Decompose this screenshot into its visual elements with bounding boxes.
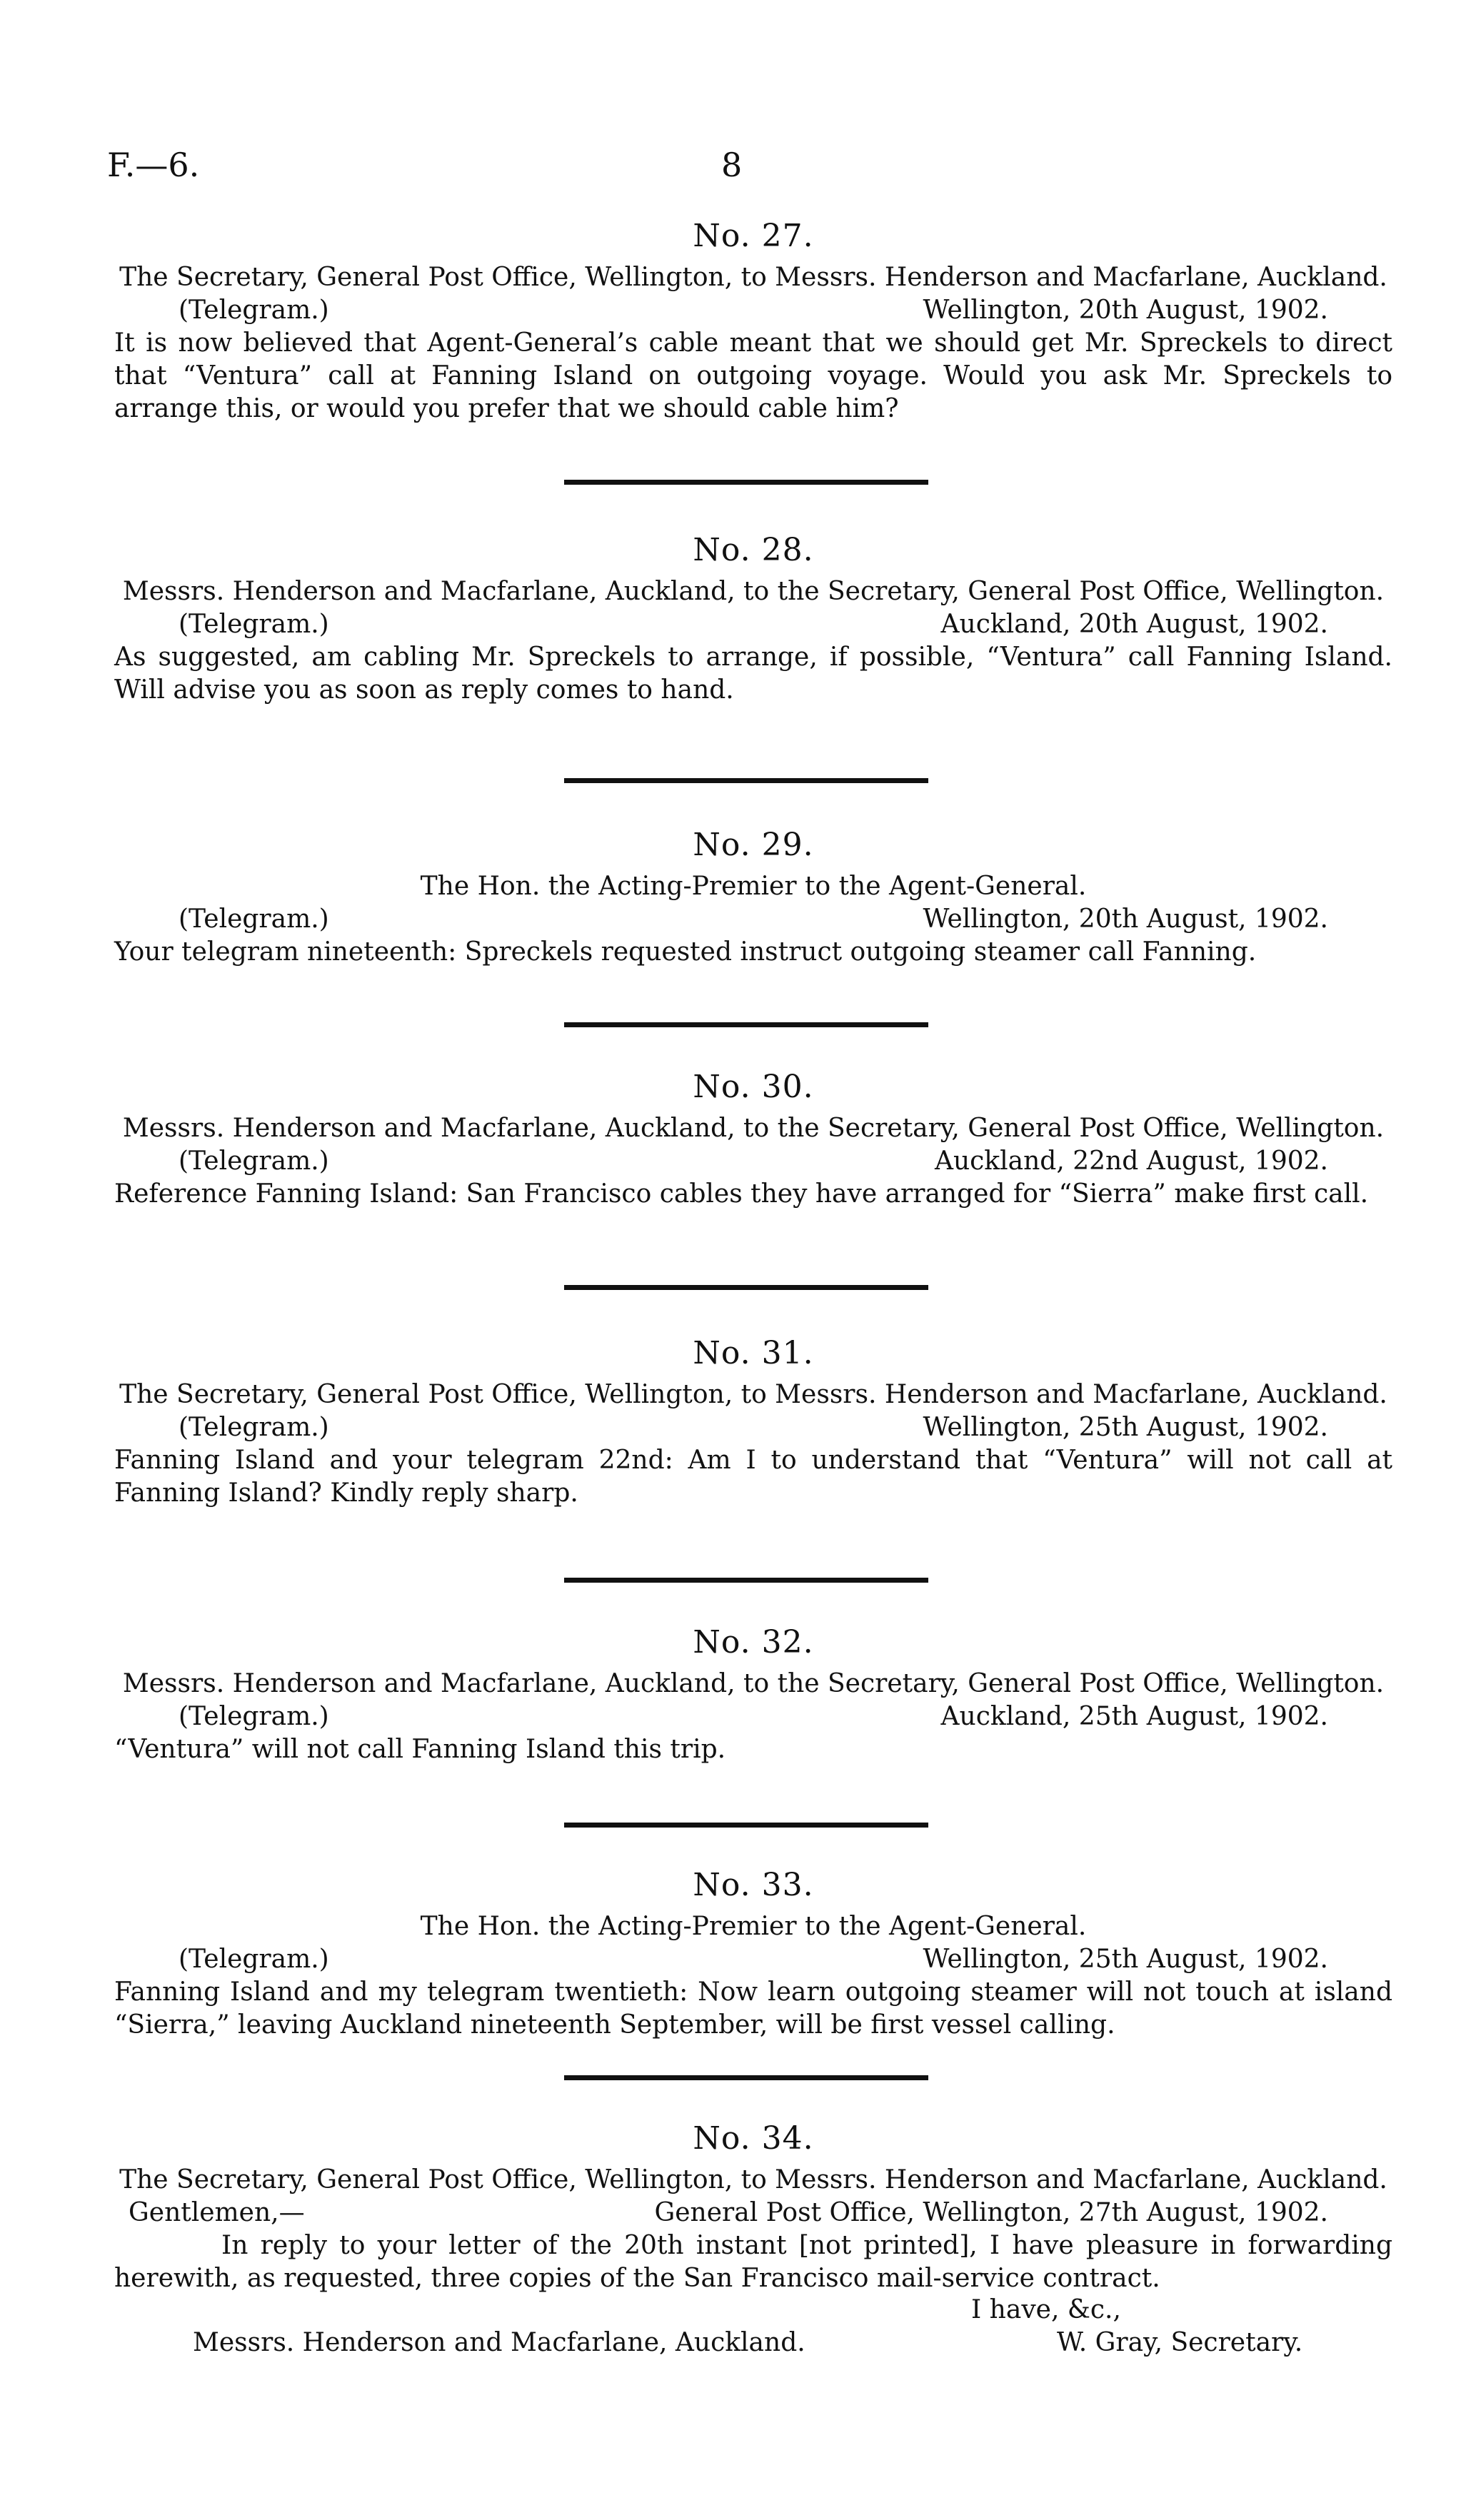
entry-address: The Hon. the Acting-Premier to the Agent-General.: [420, 872, 1087, 901]
entry-meta: [114, 1945, 1392, 1976]
entry-number: No. 33.: [693, 1867, 814, 1903]
entry-number: No. 31.: [693, 1335, 814, 1371]
entry-32: [114, 1624, 1392, 1766]
section-rule: [564, 1578, 928, 1583]
entry-number: No. 30.: [693, 1069, 814, 1105]
section-rule: [564, 1285, 928, 1290]
entry-33: [114, 1867, 1392, 2042]
entry-meta: [114, 2198, 1392, 2229]
letter-signature: W. Gray, Secretary.: [1057, 2328, 1303, 2357]
entry-address: Messrs. Henderson and Macfarlane, Auckland, to the Secretary, General Post Office, Wellington.: [122, 577, 1385, 606]
entry-kind: (Telegram.): [179, 1702, 329, 1731]
entry-address: Messrs. Henderson and Macfarlane, Auckland, to the Secretary, General Post Office, Wellington.: [122, 1114, 1385, 1143]
entry-34: [114, 2120, 1392, 2359]
entry-dateline: General Post Office, Wellington, 27th August, 1902.: [654, 2198, 1328, 2227]
entry-kind: (Telegram.): [179, 610, 329, 639]
entry-dateline: Wellington, 20th August, 1902.: [923, 904, 1328, 934]
entry-number: No. 34.: [693, 2120, 814, 2157]
entry-body: In reply to your letter of the 20th instant [not printed], I have pleasure in forwarding herewith, as requested, three copies of the San Francisco mail-service contract.: [114, 2231, 1392, 2293]
entry-body: It is now believed that Agent-General’s cable meant that we should get Mr. Spreckels to direct that “Ventura” call at Fanning Island on outgoing voyage. Would you ask Mr. Spreckels to arrange this, or would you prefer that we should cable him?: [114, 328, 1392, 423]
entry-dateline: Auckland, 22nd August, 1902.: [934, 1146, 1328, 1176]
entry-address: Messrs. Henderson and Macfarlane, Auckland, to the Secretary, General Post Office, Wellington.: [122, 1669, 1385, 1698]
entry-kind: (Telegram.): [179, 1413, 329, 1442]
document-reference: F.—6.: [107, 146, 200, 184]
entry-30: [114, 1069, 1392, 1211]
letter-recipient: Messrs. Henderson and Macfarlane, Auckland.: [193, 2328, 805, 2357]
letter-closing-block: [114, 2295, 1392, 2359]
entry-kind: (Telegram.): [179, 1146, 329, 1176]
letter-salutation: Gentlemen,—: [129, 2198, 305, 2227]
entry-kind: (Telegram.): [179, 1945, 329, 1974]
entry-body: Your telegram nineteenth: Spreckels requested instruct outgoing steamer call Fanning.: [114, 937, 1257, 967]
entry-dateline: Auckland, 20th August, 1902.: [940, 610, 1328, 639]
entry-dateline: Wellington, 25th August, 1902.: [923, 1413, 1328, 1442]
entry-meta: [114, 1146, 1392, 1178]
entry-body: Reference Fanning Island: San Francisco cables they have arranged for “Sierra” make first call.: [114, 1179, 1369, 1209]
entry-body: As suggested, am cabling Mr. Spreckels to arrange, if possible, “Ventura” call Fanning Island. Will advise you as soon as reply comes to hand.: [114, 642, 1392, 705]
entry-number: No. 29.: [693, 827, 814, 863]
entry-body: “Ventura” will not call Fanning Island this trip.: [114, 1735, 726, 1764]
section-rule: [564, 1022, 928, 1027]
entry-meta: [114, 904, 1392, 936]
entry-address: The Hon. the Acting-Premier to the Agent-General.: [420, 1912, 1087, 1941]
section-rule: [564, 2075, 928, 2080]
entry-address: The Secretary, General Post Office, Wellington, to Messrs. Henderson and Macfarlane, Auckland.: [119, 2165, 1387, 2194]
entry-number: No. 28.: [693, 532, 814, 568]
entry-dateline: Auckland, 25th August, 1902.: [940, 1702, 1328, 1731]
entry-meta: [114, 1413, 1392, 1444]
entry-kind: (Telegram.): [179, 904, 329, 934]
entry-27: [114, 218, 1392, 425]
entry-address: The Secretary, General Post Office, Wellington, to Messrs. Henderson and Macfarlane, Auckland.: [119, 1380, 1387, 1409]
entry-address: The Secretary, General Post Office, Wellington, to Messrs. Henderson and Macfarlane, Auckland.: [119, 263, 1387, 292]
entry-number: No. 32.: [693, 1624, 814, 1660]
entry-31: [114, 1335, 1392, 1510]
section-rule: [564, 778, 928, 783]
section-rule: [564, 480, 928, 485]
entry-dateline: Wellington, 20th August, 1902.: [923, 296, 1328, 325]
letter-closing: I have, &c.,: [971, 2295, 1121, 2324]
entry-meta: [114, 296, 1392, 327]
entry-28: [114, 532, 1392, 707]
entry-kind: (Telegram.): [179, 296, 329, 325]
entry-meta: [114, 610, 1392, 641]
section-rule: [564, 1823, 928, 1828]
page-number: 8: [721, 146, 743, 184]
entry-meta: [114, 1702, 1392, 1733]
entry-body: Fanning Island and your telegram 22nd: Am I to understand that “Ventura” will not call at Fanning Island? Kindly reply sharp.: [114, 1446, 1392, 1508]
entry-body: Fanning Island and my telegram twentieth: Now learn outgoing steamer will not touch at island “Sierra,” leaving Auckland nineteenth September, will be first vessel calling.: [114, 1977, 1392, 2040]
entry-dateline: Wellington, 25th August, 1902.: [923, 1945, 1328, 1974]
entry-29: [114, 827, 1392, 969]
entry-number: No. 27.: [693, 218, 814, 254]
